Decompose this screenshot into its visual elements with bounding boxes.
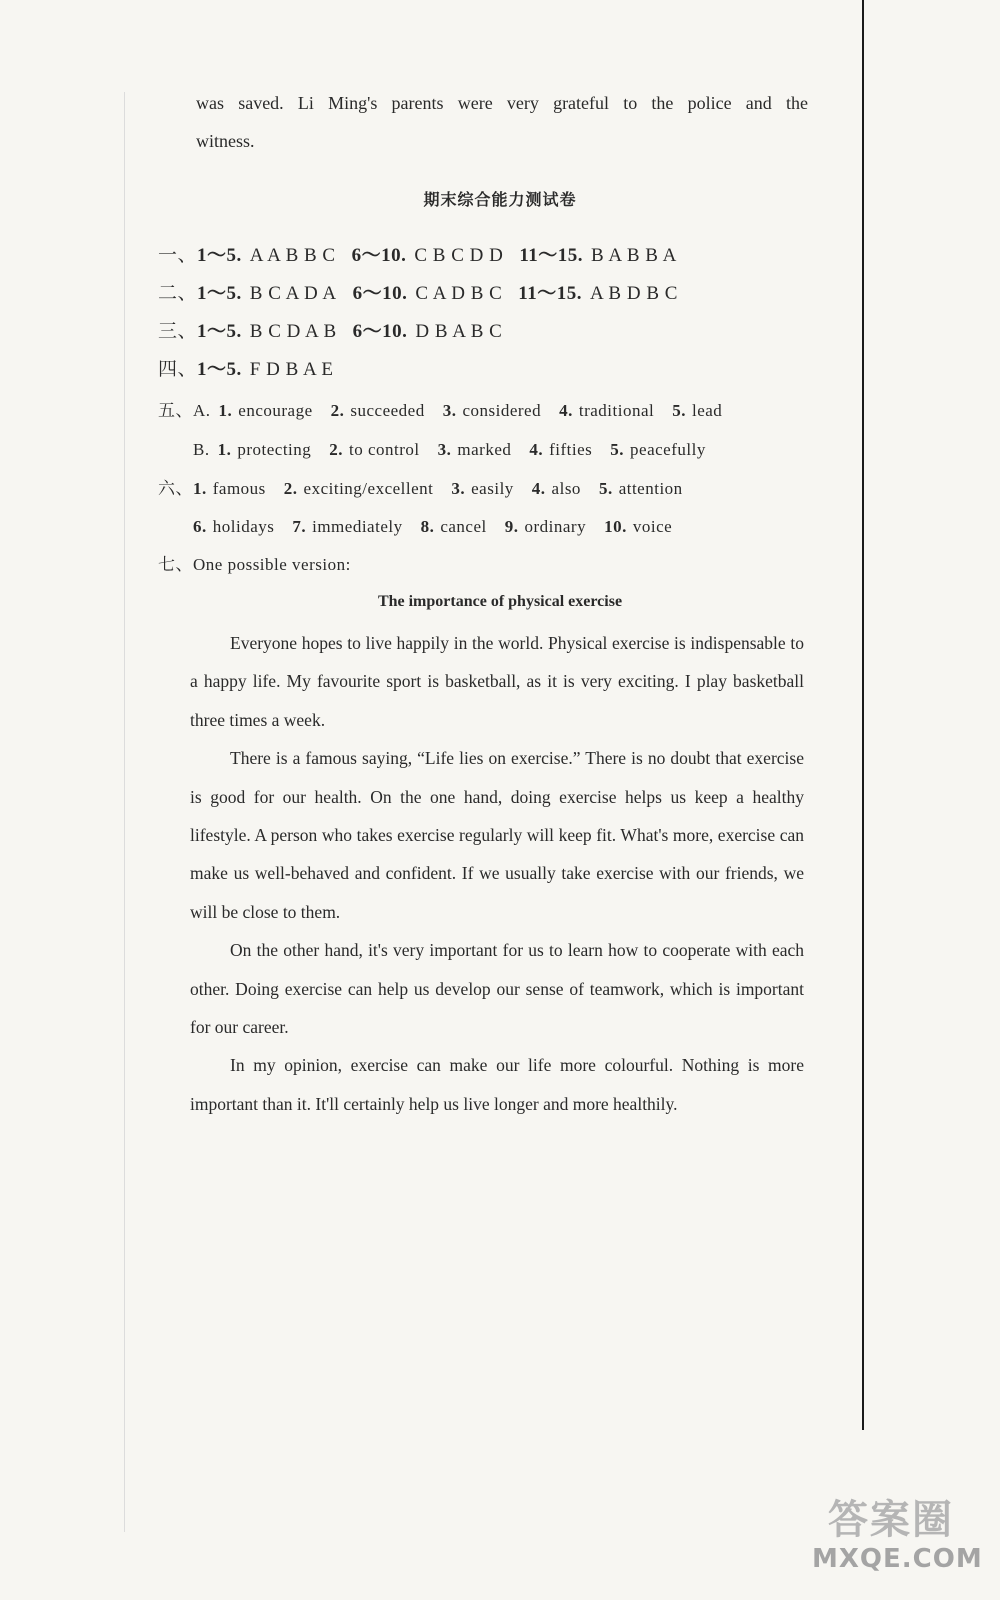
item-number: 2. (283, 479, 298, 498)
item-number: 4. (529, 440, 544, 459)
item-number: 3. (442, 401, 457, 420)
answer-row-5a (158, 399, 722, 423)
answer-word: lead (691, 401, 723, 420)
answer-letters: A A B B C (249, 245, 336, 266)
watermark-en: MXQE.COM (812, 1544, 983, 1574)
answer-word: peacefully (630, 440, 706, 459)
answer-letters: C B C D D (414, 245, 504, 266)
answer-letters: D B A B C (415, 321, 503, 342)
essay-paragraph-2: There is a famous saying, “Life lies on exercise.” There is no doubt that exercise is good for our health. On the one hand, doing exercise helps us keep a healthy lifestyle. A person who takes exercise regularly will keep fit. What's more, exercise can make us well-behaved and confident. If we usually take exercise with our friends, we will be close to them. (190, 748, 804, 922)
answer-word: holidays (212, 517, 275, 536)
answer-row-5b (193, 438, 706, 462)
question-number: 三、 (158, 321, 198, 342)
item-number: 4. (531, 479, 546, 498)
answer-row-1 (158, 244, 677, 268)
range-label: 6～10. (352, 283, 408, 304)
question-number: 四、 (158, 359, 198, 380)
range-label: 1～5. (197, 321, 242, 342)
answer-row-2 (158, 282, 678, 306)
answer-word: voice (632, 517, 673, 536)
item-number: 2. (329, 440, 344, 459)
essay-intro-label: One possible version: (193, 555, 351, 574)
right-edge-line (862, 0, 864, 1430)
answer-row-4 (158, 358, 333, 382)
answer-word: cancel (440, 517, 487, 536)
answer-word: exciting/excellent (303, 479, 434, 498)
essay-paragraph-4: In my opinion, exercise can make our life more colourful. Nothing is more important than it. It'll certainly help us live longer and more healthily. (190, 1055, 804, 1114)
watermark-cn: 答案圈 (828, 1497, 954, 1543)
answer-word: famous (212, 479, 266, 498)
item-number: 10. (604, 517, 627, 536)
question-number: 五、 (158, 401, 193, 420)
answer-word: traditional (578, 401, 655, 420)
item-number: 2. (330, 401, 345, 420)
question-number: 二、 (158, 283, 198, 304)
answer-row-7 (158, 553, 351, 577)
item-number: 4. (559, 401, 573, 420)
answer-letters: F D B A E (249, 359, 334, 380)
watermark-logo (800, 1488, 983, 1588)
part-label: A. (193, 401, 211, 420)
answer-letters: B C D A B (249, 321, 337, 342)
section-title: 期末综合能力测试卷 (423, 190, 577, 209)
answer-word: encourage (238, 401, 313, 420)
part-label: B. (193, 440, 210, 459)
answer-word: fifties (549, 440, 593, 459)
item-number: 1. (193, 479, 207, 498)
item-number: 8. (420, 517, 435, 536)
range-label: 1～5. (197, 283, 242, 304)
answer-word: protecting (237, 440, 312, 459)
question-number: 七、 (158, 555, 193, 574)
range-label: 11～15. (518, 283, 582, 304)
range-label: 1～5. (197, 245, 242, 266)
answer-word: also (551, 479, 581, 498)
item-number: 3. (437, 440, 452, 459)
left-margin-line (124, 92, 125, 1532)
answer-row-6a (158, 477, 683, 501)
item-number: 5. (598, 479, 613, 498)
item-number: 3. (451, 479, 466, 498)
question-number: 一、 (158, 245, 198, 266)
essay-paragraph-1: Everyone hopes to live happily in the world. Physical exercise is indispensable to a happy life. My favourite sport is basketball, as it is very exciting. I play basketball three times a week. (190, 633, 804, 730)
answer-word: to control (349, 440, 420, 459)
intro-line-1: was saved. Li Ming's parents were very grateful to the police and the (196, 93, 808, 113)
answer-word: easily (471, 479, 514, 498)
item-number: 5. (672, 401, 686, 420)
essay-title: The importance of physical exercise (377, 593, 623, 610)
essay-body (190, 624, 804, 1123)
range-label: 11～15. (519, 245, 584, 266)
answer-letters: C A D B C (415, 283, 503, 304)
item-number: 7. (292, 517, 307, 536)
answer-letters: B A B B A (591, 245, 677, 266)
range-label: 6～10. (351, 245, 407, 266)
range-label: 6～10. (352, 321, 408, 342)
answer-letters: A B D B C (590, 283, 678, 304)
answer-letters: B C A D A (249, 283, 337, 304)
range-label: 1～5. (197, 359, 242, 380)
item-number: 1. (217, 440, 232, 459)
answer-row-3 (158, 320, 502, 344)
item-number: 1. (218, 401, 233, 420)
intro-line-2: witness. (196, 131, 255, 151)
item-number: 5. (610, 440, 625, 459)
answer-word: attention (618, 479, 683, 498)
answer-word: ordinary (524, 517, 587, 536)
answer-word: succeeded (350, 401, 425, 420)
item-number: 6. (193, 517, 207, 536)
answer-word: marked (457, 440, 512, 459)
item-number: 9. (504, 517, 519, 536)
question-number: 六、 (158, 479, 193, 498)
essay-paragraph-3: On the other hand, it's very important for us to learn how to cooperate with each other. Doing exercise can help us develop our sense of teamwork, which is important for our career. (190, 940, 804, 1038)
answer-row-6b (193, 515, 672, 539)
answer-word: immediately (312, 517, 403, 536)
answer-word: considered (462, 401, 542, 420)
